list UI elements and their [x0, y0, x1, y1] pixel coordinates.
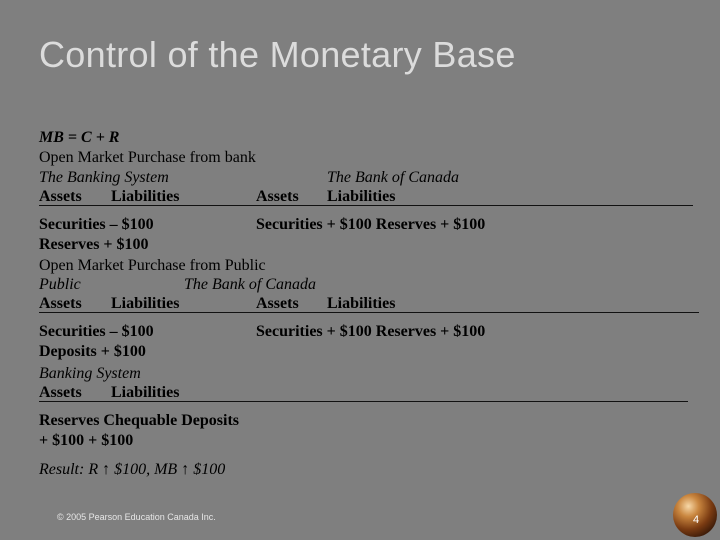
- formula: MB = C + R: [39, 129, 120, 146]
- section2-left-title: Public: [39, 276, 81, 293]
- copyright-footer: © 2005 Pearson Education Canada Inc.: [57, 512, 216, 522]
- section1-table-rule: [39, 205, 693, 206]
- section2-left-row2: Deposits + $100: [39, 343, 146, 360]
- section3-title: Banking System: [39, 365, 141, 382]
- section1-left-row2: Reserves + $100: [39, 236, 149, 253]
- section2-right-assets: Assets: [256, 295, 299, 312]
- page-number: 4: [693, 514, 700, 526]
- section1-right-assets: Assets: [256, 188, 299, 205]
- section2-right-row1: Securities + $100 Reserves + $100: [256, 323, 486, 340]
- section1-left-assets: Assets: [39, 188, 82, 205]
- section1-left-liabilities: Liabilities: [111, 188, 180, 205]
- section2-right-title: The Bank of Canada: [184, 276, 316, 293]
- section2-left-liabilities: Liabilities: [111, 295, 180, 312]
- section2-left-row1: Securities – $100: [39, 323, 154, 340]
- slide-title: Control of the Monetary Base: [39, 34, 516, 75]
- section3-liabilities: Liabilities: [111, 384, 180, 401]
- section2-left-assets: Assets: [39, 295, 82, 312]
- section3-assets: Assets: [39, 384, 82, 401]
- section1-left-title: The Banking System: [39, 169, 169, 186]
- section1-right-liabilities: Liabilities: [327, 188, 396, 205]
- result-line: Result: R ↑ $100, MB ↑ $100: [39, 461, 226, 478]
- section3-row2: + $100 + $100: [39, 432, 134, 449]
- section1-heading: Open Market Purchase from bank: [39, 149, 256, 166]
- section2-right-liabilities: Liabilities: [327, 295, 396, 312]
- section3-row1: Reserves Chequable Deposits: [39, 412, 239, 429]
- section1-right-row1: Securities + $100 Reserves + $100: [256, 216, 486, 233]
- section1-left-row1: Securities – $100: [39, 216, 154, 233]
- section3-table-rule: [39, 401, 688, 402]
- section2-heading: Open Market Purchase from Public: [39, 257, 266, 274]
- section2-table-rule: [39, 312, 699, 313]
- section1-right-title: The Bank of Canada: [327, 169, 459, 186]
